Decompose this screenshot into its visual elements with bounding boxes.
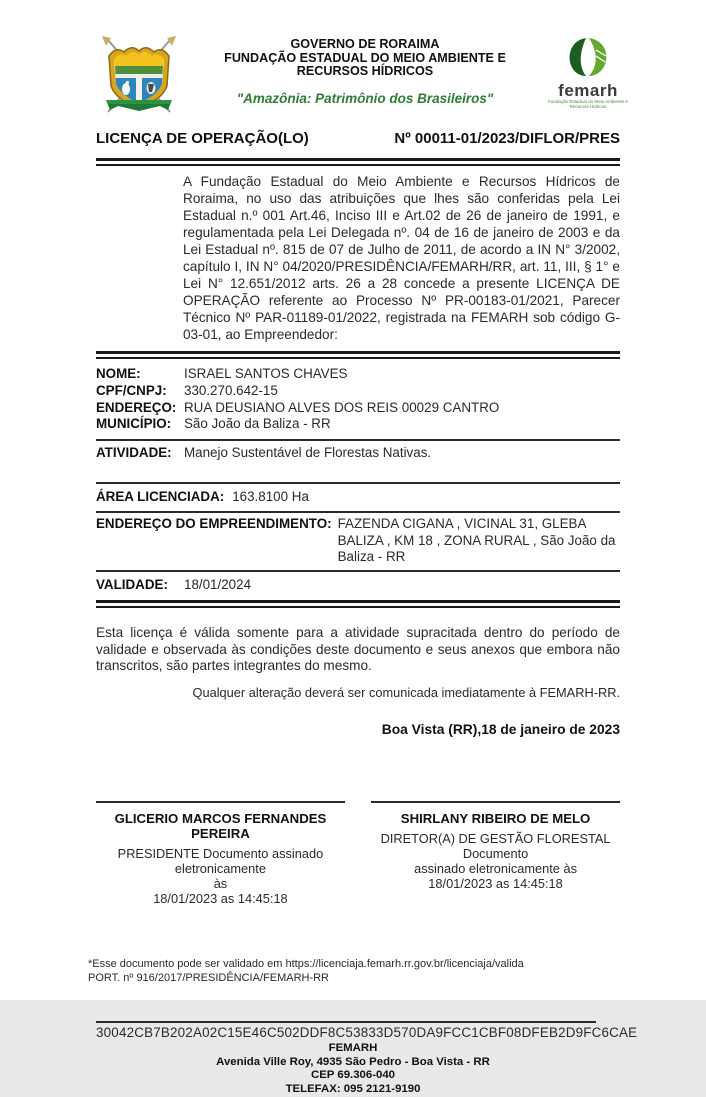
field-value-validade: 18/01/2024	[184, 576, 252, 592]
header-tagline: "Amazônia: Patrimônio dos Brasileiros"	[236, 90, 494, 106]
signature-name-right: SHIRLANY RIBEIRO DE MELO	[400, 811, 591, 827]
field-value-cpf: 330.270.642-15	[184, 382, 278, 398]
field-row-municipio	[96, 416, 620, 433]
field-value-empreendimento: FAZENDA CIGANA , VICINAL 31, GLEBA BALIZA , KM 18 , ZONA RURAL , São João da Baliza - RR	[337, 516, 616, 565]
footer-cep: CEP 69.306-040	[310, 1069, 396, 1082]
field-label-atividade: ATIVIDADE:	[96, 445, 172, 461]
title-row	[96, 130, 620, 147]
signature-role-left-line3: 18/01/2023 as 14:45:18	[153, 891, 288, 907]
signatures-section	[96, 801, 620, 906]
femarh-logo	[548, 34, 628, 120]
field-row-empreendimento	[96, 513, 620, 570]
signature-block-left	[96, 801, 345, 906]
signature-role-left	[96, 846, 345, 906]
hash-section	[96, 1021, 638, 1041]
document-footer	[0, 1042, 706, 1096]
validity-note: Esta licença é válida somente para a atividade supracitada dentro do período de validade e observada às condições deste documento e seus anexos que embora não transcritos, são partes integrantes do mesmo.	[96, 624, 620, 674]
signature-role-right	[371, 831, 620, 891]
signature-role-right-line1: DIRETOR(A) DE GESTÃO FLORESTAL Documento	[380, 831, 611, 862]
alteration-note: Qualquer alteração deverá ser comunicada imediatamente à FEMARH-RR.	[192, 685, 620, 701]
field-row-endereco	[96, 400, 620, 417]
signature-role-left-line1: PRESIDENTE Documento assinado eletronicamente	[117, 846, 324, 877]
field-row-atividade	[96, 445, 620, 462]
signature-rule-right	[371, 801, 620, 803]
license-number: Nº 00011-01/2023/DIFLOR/PRES	[394, 130, 620, 147]
footer-telefax: TELEFAX: 095 2121-9190	[285, 1082, 421, 1095]
field-value-area: 163.8100 Ha	[232, 488, 309, 504]
signature-role-left-line2: às	[213, 876, 228, 892]
field-row-nome	[96, 366, 620, 383]
field-row-validade	[96, 572, 620, 600]
roraima-coat-of-arms-icon	[96, 34, 182, 118]
validation-footnote-line1: *Esse documento pode ser validado em https://licenciaja.femarh.rr.gov.br/licenciaja/valida	[88, 958, 524, 971]
field-row-area	[96, 484, 620, 512]
license-title: LICENÇA DE OPERAÇÃO(LO)	[96, 130, 309, 147]
org-name-line2: FUNDAÇÃO ESTADUAL DO MEIO AMBIENTE E	[224, 50, 506, 65]
divider-double-after-preamble	[96, 351, 620, 359]
field-label-validade: VALIDADE:	[96, 576, 168, 592]
field-label-area: ÁREA LICENCIADA:	[96, 488, 225, 504]
footer-address: Avenida Ville Roy, 4935 São Pedro - Boa Vista - RR	[216, 1055, 490, 1068]
femarh-logo-icon	[566, 36, 610, 78]
license-preamble: A Fundação Estadual do Meio Ambiente e Recursos Hídricos de Roraima, no uso das atribuições que lhes são conferidas pela Lei Estadual n.º 001 Art.46, Inciso III e Art.02 de 26 de janeiro de 1991, e regulamentada pela Lei Delegada nº. 04 de 16 de janeiro de 2003 e da Lei Estadual nº. 815 de 07 de Julho de 2011, de acordo a IN N° 3/2002, capítulo I, IN N° 04/2020/PRESIDÊNCIA/FEMARH/RR, art. 11, III, § 1° e Lei N° 12.651/2012 arts. 26 a 28 concede a presente LICENÇA DE OPERAÇÃO referente ao Processo Nº PR-00183-01/2021, Parecer Técnico Nº PAR-01189-01/2022, registrada na FEMARH sob código G-03-01, ao Empreendedor:	[183, 174, 620, 342]
field-label-cpf: CPF/CNPJ:	[96, 382, 167, 398]
atividade-section	[96, 441, 620, 482]
divider-double-after-validade	[96, 600, 620, 608]
header-org-block	[182, 34, 548, 106]
signature-role-right-line2: assinado eletronicamente às	[414, 861, 577, 877]
field-value-municipio: São João da Baliza - RR	[184, 416, 331, 432]
document-header	[0, 0, 706, 120]
field-value-nome: ISRAEL SANTOS CHAVES	[184, 366, 348, 381]
divider-double-top	[96, 158, 620, 166]
field-row-cpf	[96, 383, 620, 400]
document-hash: 30042CB7B202A02C15E46C502DDF8C53833D570DA9FCC1CBF08DFEB2D9FC6CAE	[96, 1025, 638, 1041]
field-value-atividade: Manejo Sustentável de Florestas Nativas.	[184, 445, 432, 461]
identification-fields	[96, 366, 620, 433]
field-value-endereco: RUA DEUSIANO ALVES DOS REIS 00029 CANTRO	[184, 399, 500, 415]
field-label-nome: NOME:	[96, 366, 141, 381]
signature-rule-left	[96, 801, 345, 803]
validation-footnote-line2: PORT. nº 916/2017/PRESIDÊNCIA/FEMARH-RR	[88, 971, 330, 984]
field-label-municipio: MUNICÍPIO:	[96, 416, 172, 432]
femarh-logo-subtext: Fundação Estadual do Meio Ambiente e Recursos Hídricos	[548, 99, 628, 109]
signature-block-right	[371, 801, 620, 906]
document-body	[96, 158, 620, 737]
signature-name-left: GLICERIO MARCOS FERNANDES PEREIRA	[114, 811, 327, 842]
field-label-endereco: ENDEREÇO:	[96, 399, 177, 415]
footer-org-name: FEMARH	[328, 1042, 378, 1055]
org-name-line1: GOVERNO DE RORAIMA	[290, 37, 440, 51]
validation-footnote	[88, 958, 646, 985]
signature-role-right-line3: 18/01/2023 as 14:45:18	[428, 876, 563, 892]
org-name-line3: RECURSOS HÍDRICOS	[296, 64, 434, 78]
place-date: Boa Vista (RR),18 de janeiro de 2023	[381, 722, 620, 738]
field-label-empreendimento: ENDEREÇO DO EMPREENDIMENTO:	[96, 516, 332, 532]
femarh-logo-wordmark: femarh	[558, 81, 618, 100]
